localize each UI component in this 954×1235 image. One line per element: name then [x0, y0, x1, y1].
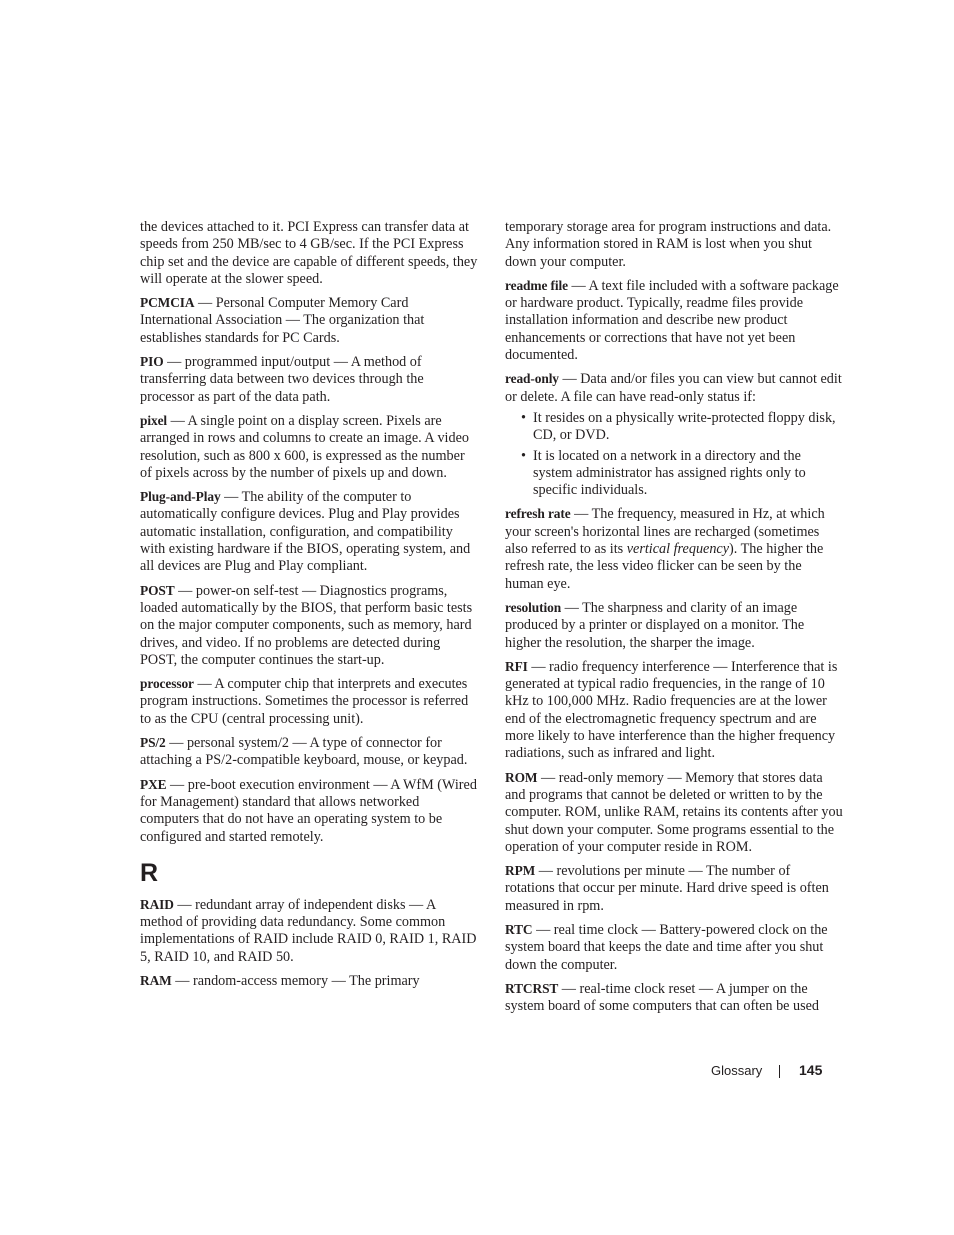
- entry-definition: — The sharpness and clarity of an image produced by a printer or displayed on a monitor. The higher the resolution, the sharper the image.: [505, 599, 805, 651]
- glossary-entry-post: [140, 582, 478, 669]
- entry-term: RAM: [140, 972, 172, 988]
- entry-definition: — Personal Computer Memory Card International Association — The organization that establishes standards for PC Cards.: [140, 295, 425, 346]
- glossary-entry-processor: [140, 675, 478, 728]
- entry-definition: — redundant array of independent disks — A method of providing data redundancy. Some common implementations of RAID include RAID 0, RAID 1, RAID 5, RAID 10, and RAID 50.: [140, 896, 477, 965]
- entry-definition: — Data and/or files you can view but cannot edit or delete. A file can have read-only status if:: [505, 371, 842, 405]
- entry-term: PXE: [140, 776, 167, 792]
- entry-definition: — The frequency, measured in Hz, at which your screen's horizontal lines are recharged (sometimes also referred to as its: [505, 506, 825, 558]
- entry-term: Plug-and-Play: [140, 489, 221, 505]
- entry-definition-emphasis: vertical frequency: [626, 541, 730, 558]
- glossary-entry-refresh-rate: [505, 505, 843, 592]
- glossary-entry-read-only: [505, 370, 843, 406]
- list-item: [505, 410, 843, 445]
- entry-term: RPM: [505, 863, 536, 879]
- footer-divider: [779, 1065, 780, 1078]
- entry-definition: — A text file included with a software package or hardware product. Typically, readme files provide installation information and describe new product enhancements or corrections that have not yet been documented.: [505, 277, 839, 364]
- glossary-entry-rom: [505, 769, 843, 856]
- entry-definition: — real time clock — Battery-powered clock on the system board that keeps the date and time after you shut down the computer.: [505, 921, 828, 973]
- entry-definition: — A single point on a display screen. Pixels are arranged in rows and columns to create an image. A video resolution, such as 800 x 600, is expressed as the number of pixels across by the number of pixels up and down.: [140, 412, 469, 481]
- entry-term: PIO: [140, 354, 164, 370]
- entry-definition: temporary storage area for program instructions and data. Any information stored in RAM is lost when you shut down your computer.: [505, 219, 832, 270]
- entry-definition: — programmed input/output — A method of transferring data between two devices through the processor as part of the data path.: [140, 354, 424, 405]
- entry-term: RFI: [505, 658, 528, 674]
- entry-definition: — pre-boot execution environment — A WfM (Wired for Management) standard that allows networked computers that do not have an operating system to be configured and started remotely.: [140, 776, 477, 845]
- glossary-entry-rtc: [505, 921, 843, 974]
- glossary-entry-pci-express-continued: [140, 219, 478, 288]
- glossary-entry-pixel: [140, 412, 478, 482]
- bullet-icon: •: [521, 447, 526, 464]
- page-footer: [700, 1061, 822, 1081]
- glossary-entry-rtcrst: [505, 980, 843, 1016]
- entry-term: PS/2: [140, 735, 166, 751]
- entry-term: RTCRST: [505, 980, 559, 996]
- entry-definition: — A computer chip that interprets and executes program instructions. Sometimes the processor is referred to as the CPU (central processing unit).: [140, 676, 469, 727]
- entry-term: pixel: [140, 412, 168, 428]
- glossary-entry-resolution: [505, 599, 843, 652]
- glossary-entry-pxe: [140, 776, 478, 846]
- entry-term: PCMCIA: [140, 295, 195, 311]
- glossary-entry-pio: [140, 353, 478, 406]
- entry-definition: — revolutions per minute — The number of rotations that occur per minute. Hard drive speed is often measured in rpm.: [505, 863, 829, 914]
- glossary-entry-pcmcia: [140, 294, 478, 347]
- entry-term: refresh rate: [505, 506, 571, 522]
- entry-term: resolution: [505, 599, 562, 615]
- bullet-icon: •: [521, 409, 526, 426]
- entry-definition: — real-time clock reset — A jumper on the system board of some computers that can often be used: [505, 980, 820, 1015]
- entry-definition: — random-access memory — The primary: [171, 972, 420, 989]
- entry-term: ROM: [505, 769, 538, 785]
- entry-definition: — personal system/2 — A type of connector for attaching a PS/2-compatible keyboard, mouse, or keypad.: [140, 735, 468, 769]
- entry-definition: — power-on self-test — Diagnostics programs, loaded automatically by the BIOS, that perform basic tests on the major computer components, such as memory, hard drives, and video. If no problems are detected during POST, the computer continues the start-up.: [140, 582, 473, 668]
- glossary-entry-readme-file: [505, 277, 843, 364]
- list-item-text: It is located on a network in a directory and the system administrator has assigned rights only to specific individuals.: [533, 447, 806, 499]
- entry-definition: — radio frequency interference — Interference that is generated at typical radio frequencies, in the range of 10 kHz to 100,000 MHz. Radio frequencies are at the lower end of the electromagnetic frequency spectrum and are more likely to have interference than the higher frequency radiations, such as infrared and light.: [505, 658, 838, 762]
- entry-definition: — The ability of the computer to automatically configure devices. Plug and Play provides automatic installation, configuration, and compatibility with existing hardware if the BIOS, operating system, and all devices are Plug and Play compliant.: [140, 489, 471, 575]
- entry-definition: the devices attached to it. PCI Express can transfer data at speeds from 250 MB/sec to 4 GB/sec. If the PCI Express chip set and the device are capable of different speeds, they will operate at the slower speed.: [140, 219, 478, 287]
- right-column: [505, 219, 843, 1021]
- glossary-entry-rfi: [505, 658, 843, 763]
- read-only-conditions-list: [505, 410, 843, 499]
- footer-section-label: Glossary: [711, 1063, 763, 1078]
- entry-term: POST: [140, 582, 175, 598]
- entry-term: RAID: [140, 896, 174, 912]
- glossary-entry-raid: [140, 896, 478, 966]
- glossary-entry-plug-and-play: [140, 488, 478, 575]
- page-number: 145: [799, 1062, 823, 1078]
- left-column: [140, 219, 478, 996]
- list-item: [505, 448, 843, 500]
- glossary-entry-rpm: [505, 862, 843, 915]
- section-heading-r: R: [140, 858, 159, 887]
- entry-definition-end: ). The higher the refresh rate, the less video flicker can be seen by the human eye.: [505, 541, 824, 592]
- glossary-entry-ram: [140, 972, 478, 990]
- entry-term: processor: [140, 676, 194, 692]
- entry-term: read-only: [505, 371, 559, 387]
- list-item-text: It resides on a physically write-protected floppy disk, CD, or DVD.: [533, 409, 836, 444]
- glossary-entry-ps2: [140, 734, 478, 770]
- entry-term: readme file: [505, 277, 568, 293]
- entry-term: RTC: [505, 921, 533, 937]
- entry-definition: — read-only memory — Memory that stores data and programs that cannot be deleted or written to by the computer. ROM, unlike RAM, retains its contents after you shut down your computer. Some programs essential to the operation of your computer reside in ROM.: [505, 769, 843, 855]
- glossary-entry-ram-continued: [505, 219, 843, 271]
